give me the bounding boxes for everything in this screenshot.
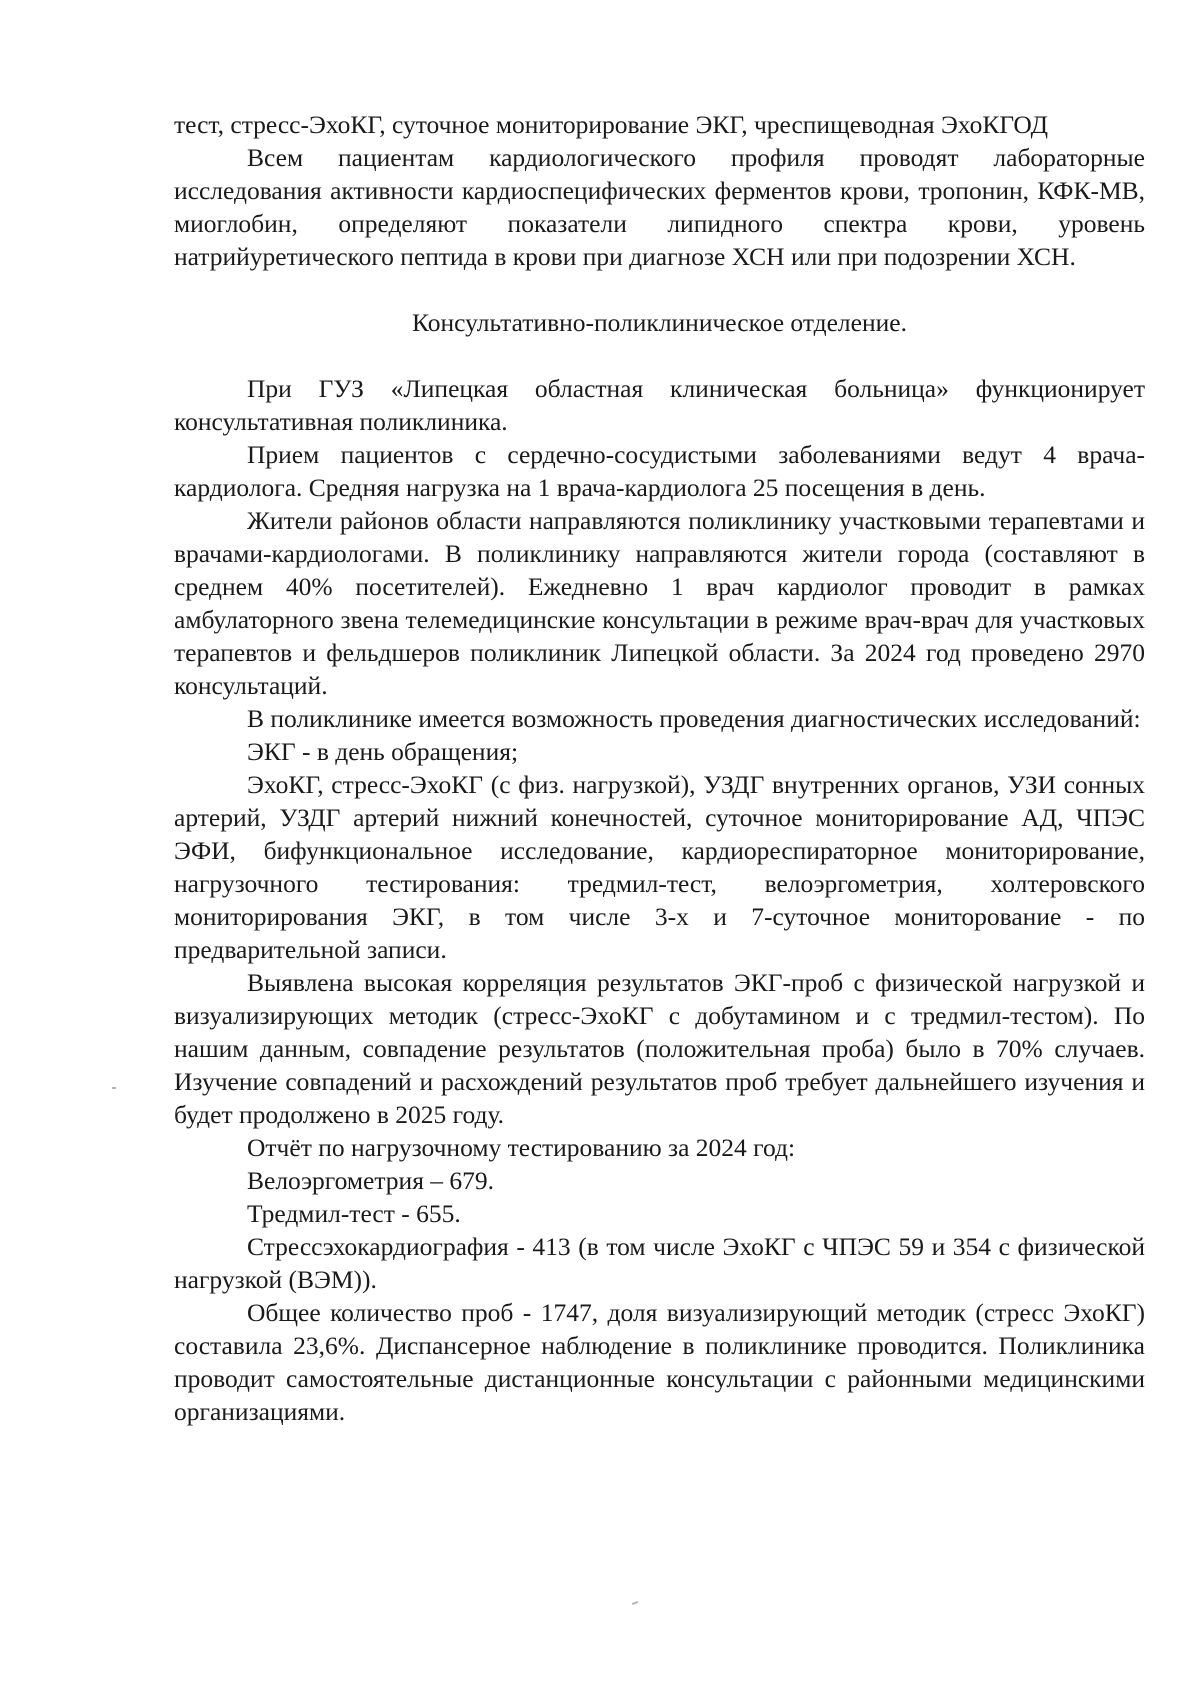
paragraph-continuation: тест, стресс-ЭхоКГ, суточное мониторирование ЭКГ, чреспищеводная ЭхоКГОД: [174, 110, 1048, 139]
paragraph-diagnostics-list: ЭхоКГ, стресс-ЭхоКГ (с физ. нагрузкой), УЗДГ внутренних органов, УЗИ сонных артерий, УЗДГ артерий нижний конечностей, суточное мониторирование АД, ЧПЭС ЭФИ, бифункциональное исследование, кардиореспираторное мониторирование, нагрузочного тестирования: тредмил-тест, велоэргометрия, холтеровского мониторирования ЭКГ, в том числе 3-х и 7-суточное мониторование - по предварительной записи.: [174, 770, 1145, 964]
paragraph-referrals: Жители районов области направляются поликлинику участковыми терапевтами и врачами-кардиологами. В поликлинику направляются жители города (составляют в среднем 40% посетителей). Ежедневно 1 врач кардиолог проводит в рамках амбулаторного звена телемедицинские консультации в режиме врач-врач для участковых терапевтов и фельдшеров поликлиник Липецкой области. За 2024 год проведено 2970 консультаций.: [174, 506, 1145, 700]
scan-speck: [632, 1601, 638, 1605]
paragraph-diagnostics-intro: В поликлинике имеется возможность проведения диагностических исследований:: [247, 704, 1141, 733]
scan-speck: [112, 1087, 116, 1089]
paragraph-ecg: ЭКГ - в день обращения;: [247, 737, 519, 766]
document-body: [174, 108, 1145, 1428]
paragraph-total-tests: Общее количество проб - 1747, доля визуализирующий методик (стресс ЭхоКГ) составила 23,6%. Диспансерное наблюдение в поликлинике проводится. Поликлиника проводит самостоятельные дистанционные консультации с районными медицинскими организациями.: [174, 1298, 1145, 1426]
paragraph-treadmill: Тредмил-тест - 655.: [247, 1199, 461, 1228]
paragraph-correlation: Выявлена высокая корреляция результатов ЭКГ-проб с физической нагрузкой и визуализирующих методик (стресс-ЭхоКГ с добутамином и с тредмил-тестом). По нашим данным, совпадение результатов (положительная проба) было в 70% случаев. Изучение совпадений и расхождений результатов проб требует дальнейшего изучения и будет продолжено в 2025 году.: [174, 968, 1145, 1129]
section-heading: Консультативно-поликлиническое отделение.: [412, 308, 907, 337]
paragraph-stress-echo: Стрессэхокардиография - 413 (в том числе ЭхоКГ с ЧПЭС 59 и 354 с физической нагрузкой (ВЭМ)).: [174, 1232, 1145, 1294]
paragraph-cardiologists: Прием пациентов с сердечно-сосудистыми заболеваниями ведут 4 врача-кардиолога. Средняя нагрузка на 1 врача-кардиолога 25 посещения в день.: [174, 440, 1145, 502]
paragraph-report-title: Отчёт по нагрузочному тестированию за 2024 год:: [247, 1133, 796, 1162]
paragraph-veloergometry: Велоэргометрия – 679.: [247, 1166, 495, 1195]
section-content: [174, 372, 1145, 1428]
paragraph-polyclinic-intro: При ГУЗ «Липецкая областная клиническая больница» функционирует консультативная поликлиника.: [174, 374, 1145, 436]
paragraph-lab-tests: Всем пациентам кардиологического профиля проводят лабораторные исследования активности кардиоспецифических ферментов крови, тропонин, КФК-МВ, миоглобин, определяют показатели липидного спектра крови, уровень натрийуретического пептида в крови при диагнозе ХСН или при подозрении ХСН.: [174, 143, 1145, 271]
